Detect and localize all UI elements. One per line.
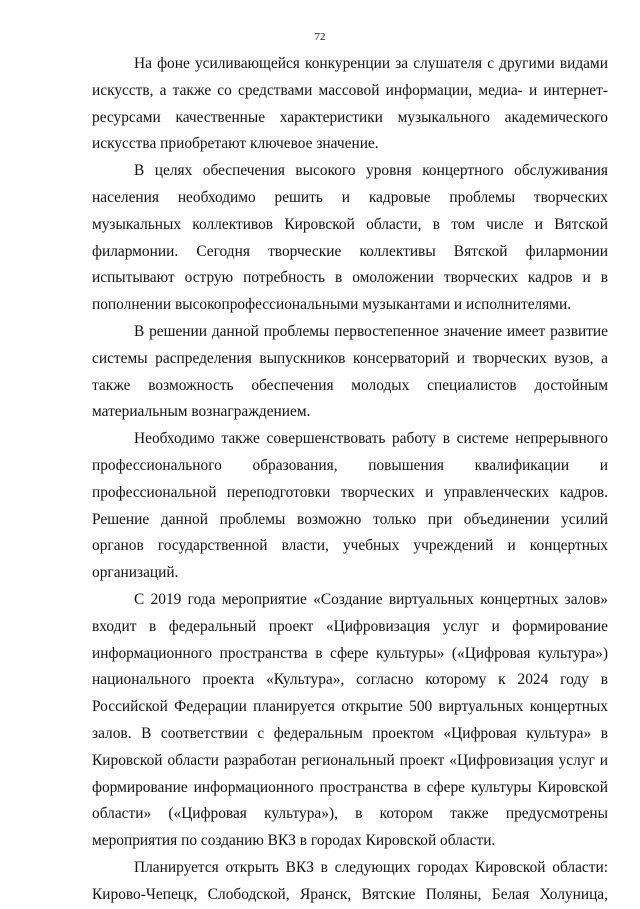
- paragraph-continuous-education: Необходимо также совершенствовать работу в системе непрерывного профессионального образования, повышения квалификации и профессиональной переподготовки творческих и управленческих кадров. Решение данной проблемы возможно только при объединении усилий органов государственной власти, учебных учреждений и концертных организаций.: [92, 430, 608, 582]
- paragraph-personnel-problems: В целях обеспечения высокого уровня концертного обслуживания населения необходимо решить и кадровые проблемы творческих музыкальных коллективов Кировской области, в том числе и Вятской филармонии. Сегодня творческие коллективы Вятской филармонии испытывают острую потребность в омоложении творческих кадров и в пополнении высокопрофессиональными музыкантами и исполнителями.: [92, 162, 608, 314]
- paragraph-competition: На фоне усиливающейся конкуренции за слушателя с другими видами искусств, а также со средствами массовой информации, медиа- и интернет-ресурсами качественные характеристики музыкального академического искусства приобретают ключевое значение.: [92, 55, 608, 153]
- document-body: [92, 51, 608, 909]
- paragraph-virtual-concert-halls: С 2019 года мероприятие «Создание виртуальных концертных залов» входит в федеральный проект «Цифровизация услуг и формирование информационного пространства в сфере культуры» («Цифровая культура») национального проекта «Культура», согласно которому к 2024 году в Российской Федерации планируется открытие 500 виртуальных концертных залов. В соответствии с федеральным проектом «Цифровая культура» в Кировской области разработан региональный проект «Цифровизация услуг и формирование информационного пространства в сфере культуры Кировской области» («Цифровая культура»), в котором также предусмотрены мероприятия по созданию ВКЗ в городах Кировской области.: [92, 590, 608, 850]
- paragraph-graduate-distribution: В решении данной проблемы первостепенное значение имеет развитие системы распределения выпускников консерваторий и творческих вузов, а также возможность обеспечения молодых специалистов достойным материальным вознаграждением.: [92, 322, 608, 421]
- page-number: 72: [314, 31, 326, 43]
- paragraph-planned-cities: Планируется открыть ВКЗ в следующих городах Кировской области: Кирово-Чепецк, Слободской, Яранск, Вятские Поляны, Белая Холуница,: [92, 858, 608, 903]
